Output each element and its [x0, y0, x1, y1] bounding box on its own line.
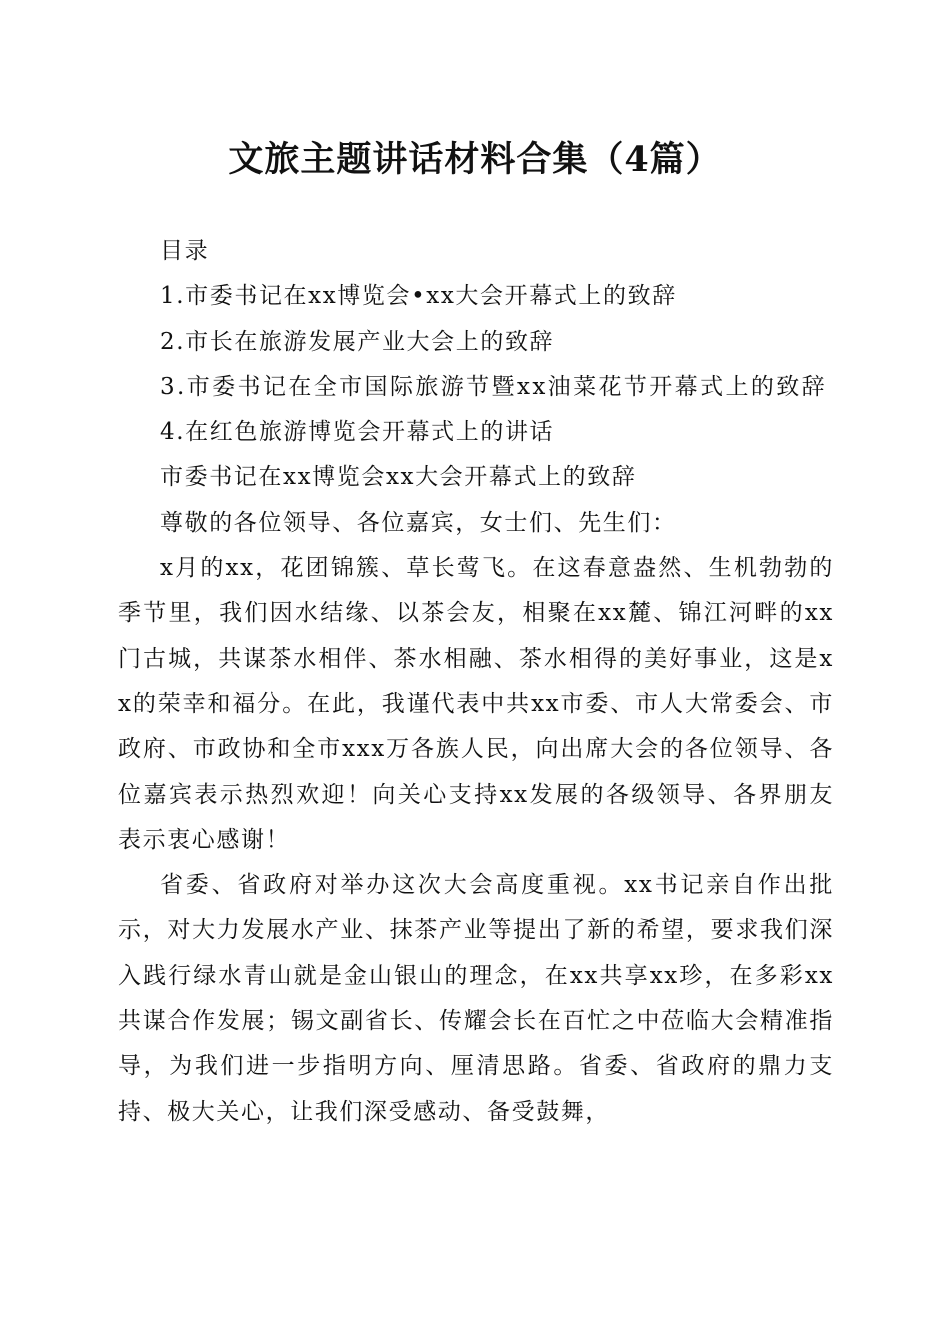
document-body — [118, 229, 834, 1135]
speech-salutation: 尊敬的各位领导、各位嘉宾，女士们、先生们： — [160, 509, 677, 536]
speech-paragraph-2: 省委、省政府对举办这次大会高度重视。xx书记亲自作出批示，对大力发展水产业、抹茶产业等提出了新的希望，要求我们深入践行绿水青山就是金山银山的理念，在xx共享xx珍，在多彩xx共谋合作发展；锡文副省长、传耀会长在百忙之中莅临大会精准指导，为我们进一步指明方向、厘清思路。省委、省政府的鼎力支持、极大关心，让我们深受感动、备受鼓舞， — [118, 872, 834, 1125]
document-title: 文旅主题讲话材料合集（4篇） — [228, 139, 722, 180]
toc-item-4: 4.在红色旅游博览会开幕式上的讲话 — [160, 419, 555, 446]
speech-paragraph-1: x月的xx，花团锦簇、草长莺飞。在这春意盎然、生机勃勃的季节里，我们因水结缘、以茶会友，相聚在xx麓、锦江河畔的xx门古城，共谋茶水相伴、茶水相融、茶水相得的美好事业，这是xx的荣幸和福分。在此，我谨代表中共xx市委、市人大常委会、市政府、市政协和全市xxx万各族人民，向出席大会的各位领导、各位嘉宾表示热烈欢迎！向关心支持xx发展的各级领导、各界朋友表示衷心感谢！ — [118, 555, 834, 853]
toc-item-2: 2.市长在旅游发展产业大会上的致辞 — [160, 328, 555, 355]
toc-heading: 目录 — [160, 238, 210, 264]
speech-title: 市委书记在xx博览会xx大会开幕式上的致辞 — [160, 464, 637, 491]
toc-item-1: 1.市委书记在xx博览会•xx大会开幕式上的致辞 — [160, 283, 677, 310]
toc-item-3: 3.市委书记在全市国际旅游节暨xx油菜花节开幕式上的致辞 — [160, 373, 828, 400]
